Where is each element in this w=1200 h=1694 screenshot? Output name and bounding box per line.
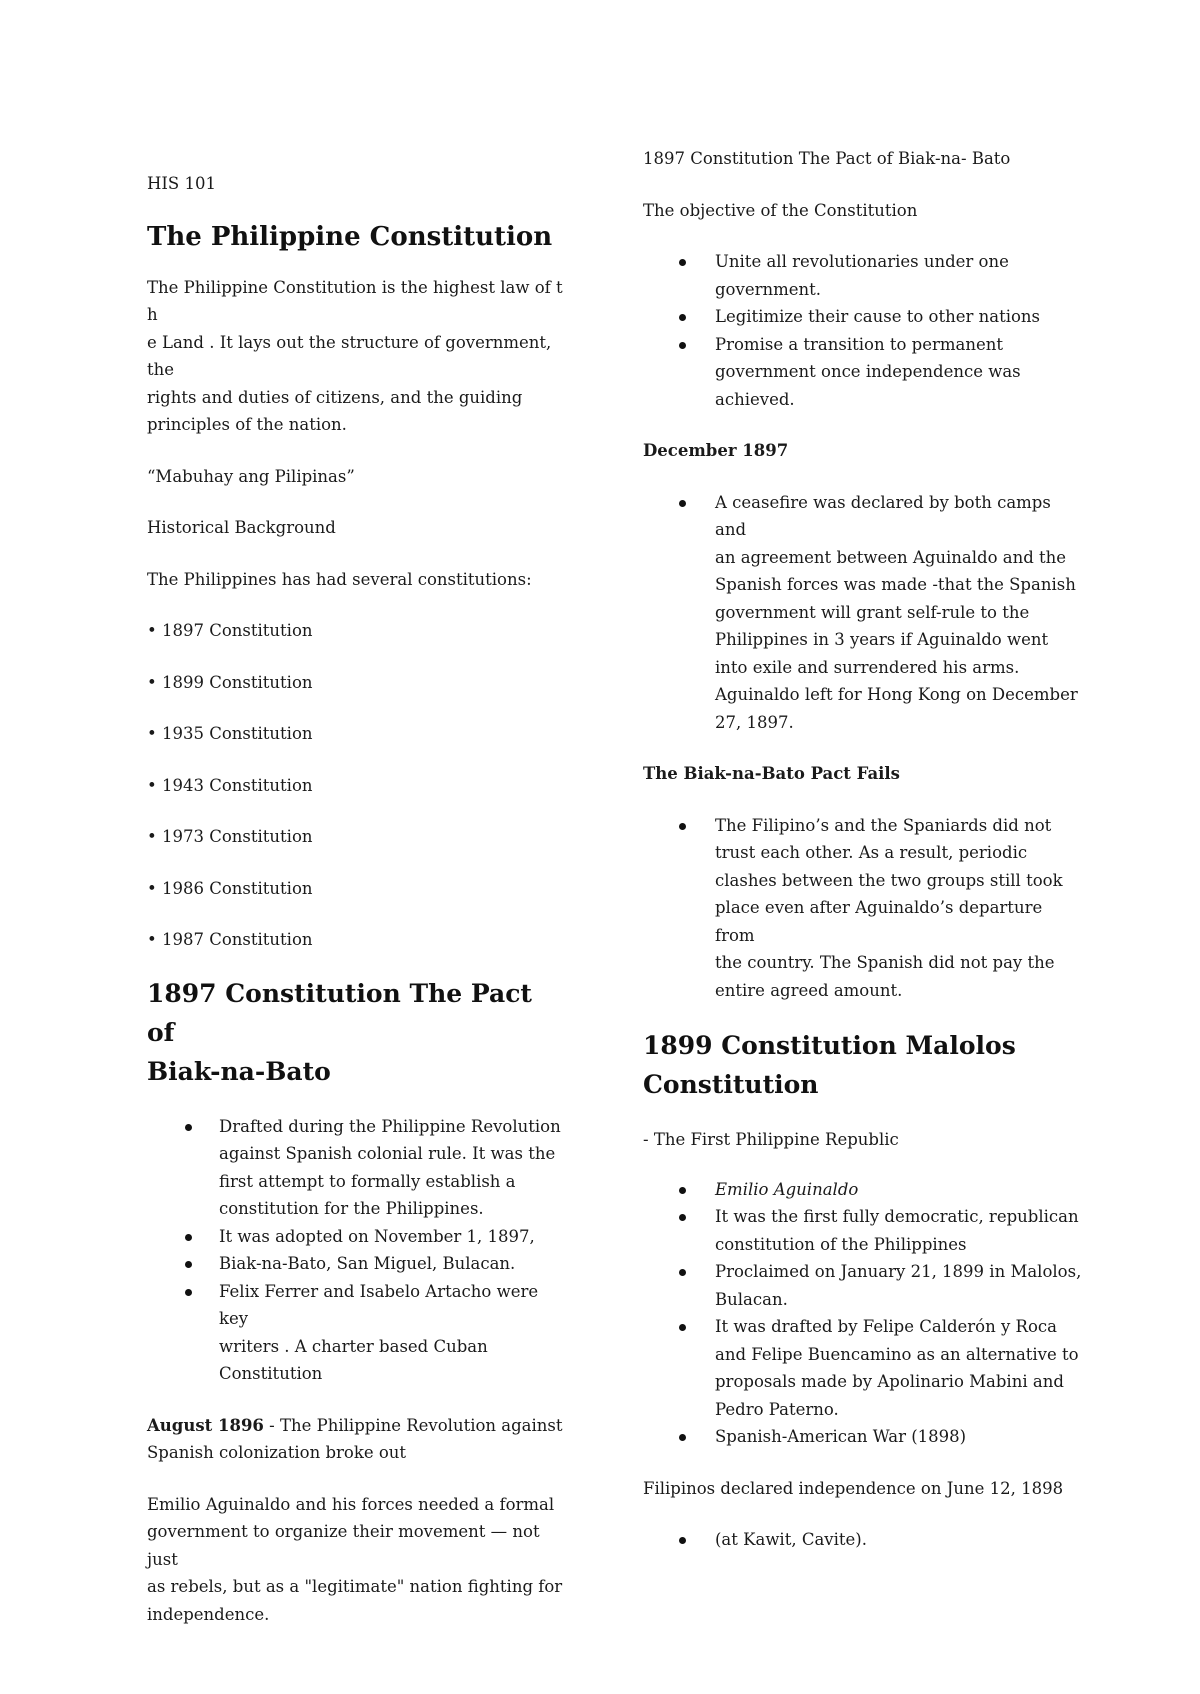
bullet-line: and Felipe Buencamino as an alternative to bbox=[715, 1344, 1079, 1364]
heading-line: Constitution bbox=[643, 1070, 819, 1099]
bullet-line: It was drafted by Felipe Calderón y Roca bbox=[715, 1317, 1057, 1336]
list-item bbox=[643, 489, 1083, 737]
quote: “Mabuhay ang Pilipinas” bbox=[147, 466, 355, 486]
bullet-line: Philippines in 3 years if Aguinaldo went bbox=[715, 630, 1049, 649]
list-item: • 1897 Constitution bbox=[147, 621, 313, 640]
bullet-line: place even after Aguinaldo’s departure from bbox=[715, 898, 1043, 945]
list-item: • 1935 Constitution bbox=[147, 724, 313, 743]
section-heading-1897 bbox=[147, 974, 567, 1091]
bullet-line: It was the first fully democratic, republican bbox=[715, 1207, 1079, 1226]
emilio-paragraph bbox=[147, 1491, 567, 1629]
list-item bbox=[643, 331, 1083, 414]
course-code: HIS 101 bbox=[147, 174, 216, 193]
bullet-line: an agreement between Aguinaldo and the bbox=[715, 547, 1067, 567]
right-column bbox=[643, 0, 1083, 1554]
bullet-line: achieved. bbox=[715, 389, 795, 409]
fails-label: The Biak-na-Bato Pact Fails bbox=[643, 764, 900, 783]
paragraph-line: government to organize their movement — not just bbox=[147, 1522, 540, 1569]
right-top-title: 1897 Constitution The Pact of Biak-na- Bato bbox=[643, 149, 1011, 168]
list-item: • 1943 Constitution bbox=[147, 775, 313, 795]
bullet-line: entire agreed amount. bbox=[715, 980, 903, 1000]
intro-line: principles of the nation. bbox=[147, 415, 347, 434]
list-item: • 1973 Constitution bbox=[147, 827, 313, 846]
august-paragraph bbox=[147, 1412, 567, 1467]
december-bullets bbox=[643, 489, 1083, 737]
bullet-line: government will grant self-rule to the bbox=[715, 602, 1030, 622]
constitution-list bbox=[147, 617, 567, 954]
list-item bbox=[147, 1278, 567, 1388]
bullet-line: first attempt to formally establish a bbox=[219, 1171, 516, 1191]
bullet-line: Spanish-American War (1898) bbox=[715, 1427, 967, 1446]
malolos-bullets bbox=[643, 1176, 1083, 1451]
list-item bbox=[643, 1423, 1083, 1451]
heading-line: 1897 Constitution The Pact of bbox=[147, 978, 532, 1047]
several-constitutions: The Philippines has had several constitutions: bbox=[147, 569, 532, 589]
intro-line: e Land . It lays out the structure of government, the bbox=[147, 332, 552, 379]
bullet-line: Unite all revolutionaries under one bbox=[715, 252, 1009, 271]
bullet-line: government once independence was bbox=[715, 362, 1021, 381]
list-item bbox=[147, 1223, 567, 1251]
list-item bbox=[643, 303, 1083, 331]
list-item bbox=[643, 248, 1083, 303]
page-title: The Philippine Constitution bbox=[147, 221, 553, 252]
august-label: August 1896 bbox=[147, 1415, 264, 1435]
bullet-line: Promise a transition to permanent bbox=[715, 334, 1004, 354]
list-item bbox=[643, 1176, 1083, 1204]
bullet-line: the country. The Spanish did not pay the bbox=[715, 953, 1055, 972]
intro-paragraph bbox=[147, 274, 567, 439]
left-column bbox=[147, 0, 567, 1628]
bullet-line: The Filipino’s and the Spaniards did not bbox=[715, 815, 1052, 835]
fails-bullets bbox=[643, 812, 1083, 1005]
paragraph-line: independence. bbox=[147, 1604, 270, 1624]
bullet-line: trust each other. As a result, periodic bbox=[715, 843, 1028, 862]
independence-line: Filipinos declared independence on June 12, 1898 bbox=[643, 1478, 1064, 1498]
bullet-line: Constitution bbox=[219, 1364, 323, 1383]
pact-bullets bbox=[147, 1113, 567, 1388]
bullet-line: Bulacan. bbox=[715, 1289, 788, 1309]
intro-line: The Philippine Constitution is the highest law of t h bbox=[147, 277, 563, 324]
bullet-line: Drafted during the Philippine Revolution bbox=[219, 1116, 561, 1136]
list-item bbox=[643, 812, 1083, 1005]
list-item bbox=[643, 1203, 1083, 1258]
list-item bbox=[643, 1526, 1083, 1554]
paragraph-line: Emilio Aguinaldo and his forces needed a formal bbox=[147, 1494, 555, 1514]
bullet-line: government. bbox=[715, 279, 822, 299]
list-item: • 1986 Constitution bbox=[147, 878, 313, 898]
bullet-line: into exile and surrendered his arms. bbox=[715, 657, 1020, 677]
list-item bbox=[147, 1250, 567, 1278]
bullet-line: Proclaimed on January 21, 1899 in Malolos, bbox=[715, 1262, 1082, 1281]
bullet-line: Legitimize their cause to other nations bbox=[715, 307, 1041, 326]
intro-line: rights and duties of citizens, and the guiding bbox=[147, 387, 523, 407]
objective-bullets bbox=[643, 248, 1083, 413]
list-item bbox=[643, 1313, 1083, 1423]
bullet-line: constitution for the Philippines. bbox=[219, 1199, 484, 1218]
bullet-line: constitution of the Philippines bbox=[715, 1234, 967, 1254]
bullet-line: Emilio Aguinaldo bbox=[715, 1179, 859, 1199]
list-item bbox=[643, 1258, 1083, 1313]
bullet-line: (at Kawit, Cavite). bbox=[715, 1530, 867, 1549]
list-item: • 1899 Constitution bbox=[147, 672, 313, 692]
bullet-line: Biak-na-Bato, San Miguel, Bulacan. bbox=[219, 1254, 516, 1273]
bullet-line: A ceasefire was declared by both camps and bbox=[715, 492, 1051, 539]
list-item: • 1987 Constitution bbox=[147, 930, 313, 949]
august-text: - The Philippine Revolution against bbox=[263, 1415, 563, 1435]
section-heading-1899 bbox=[643, 1026, 1083, 1104]
historical-background: Historical Background bbox=[147, 518, 336, 537]
bullet-line: Felix Ferrer and Isabelo Artacho were key bbox=[219, 1281, 539, 1328]
bullet-line: Pedro Paterno. bbox=[715, 1399, 839, 1419]
objective-label: The objective of the Constitution bbox=[643, 200, 918, 220]
bullet-line: 27, 1897. bbox=[715, 712, 794, 732]
kawit-bullets bbox=[643, 1526, 1083, 1554]
bullet-line: It was adopted on November 1, 1897, bbox=[219, 1226, 535, 1246]
bullet-line: clashes between the two groups still took bbox=[715, 870, 1063, 890]
bullet-line: Spanish forces was made -that the Spanish bbox=[715, 575, 1076, 594]
bullet-line: Aguinaldo left for Hong Kong on December bbox=[715, 685, 1078, 704]
heading-line: Biak-na-Bato bbox=[147, 1056, 331, 1086]
bullet-line: proposals made by Apolinario Mabini and bbox=[715, 1372, 1064, 1391]
december-label: December 1897 bbox=[643, 441, 789, 460]
republic-label: - The First Philippine Republic bbox=[643, 1130, 899, 1149]
heading-line: 1899 Constitution Malolos bbox=[643, 1031, 1016, 1060]
paragraph-line: as rebels, but as a "legitimate" nation fighting for bbox=[147, 1577, 563, 1596]
bullet-line: against Spanish colonial rule. It was the bbox=[219, 1144, 556, 1163]
august-text: Spanish colonization broke out bbox=[147, 1443, 407, 1462]
bullet-line: writers . A charter based Cuban bbox=[219, 1336, 488, 1356]
list-item bbox=[147, 1113, 567, 1223]
